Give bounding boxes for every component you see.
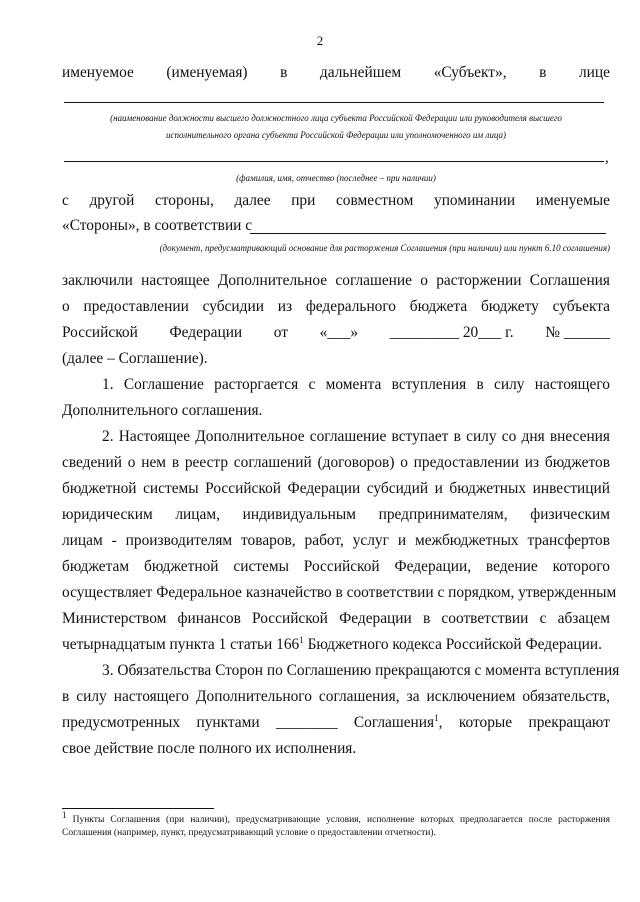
- clause-points-field[interactable]: ________: [275, 714, 338, 731]
- footnote: [62, 809, 611, 840]
- parties-line2-text: «Стороны», в соответствии с: [62, 217, 253, 234]
- clause3-line1: 3. Обязательства Сторон по Соглашению прекращаются с момента вступления: [102, 662, 620, 679]
- page-number: 2: [316, 33, 324, 48]
- parties-word: другой: [89, 192, 135, 209]
- intro-word: именуемое: [62, 64, 134, 81]
- parties-word: именуемые: [535, 192, 610, 209]
- concluded-word: Российской: [62, 324, 138, 341]
- clause1-line1: 1. Соглашение расторгается с момента вступления в силу настоящего: [102, 376, 610, 393]
- clause3-word-text: Соглашения: [353, 714, 435, 731]
- clause3-word: пунктами: [196, 714, 260, 731]
- intro-word: в: [539, 64, 547, 81]
- parties-word: при: [291, 192, 316, 209]
- footnote-mark: 1: [62, 809, 67, 820]
- concluded-line3: [62, 323, 610, 343]
- clause2-line6: бюджетам бюджетной системы Российской Федерации, ведение которого: [62, 558, 610, 575]
- clause3-comma: ,: [438, 714, 443, 731]
- agreement-number-field[interactable]: № ______: [545, 324, 610, 341]
- clause1-line2: Дополнительного соглашения.: [62, 402, 263, 419]
- clause2-line4: юридическим лицам, индивидуальным предпринимателям, физическим: [62, 506, 610, 523]
- clause2-line7: осуществляет Федеральное казначейство в соответствии с порядком, утвержденным: [62, 584, 617, 601]
- official-caption-line2: исполнительного органа субъекта Российской Федерации или уполномоченного им лица): [166, 130, 506, 140]
- concluded-word: от: [273, 324, 289, 341]
- parties-word: далее: [234, 192, 271, 209]
- clause2-line2: сведений о нем в реестр соглашений (договоров) о предоставлении из бюджетов: [62, 454, 610, 471]
- official-position-fill-line[interactable]: [64, 102, 604, 103]
- agreement-day-field[interactable]: «___»: [319, 324, 359, 341]
- basis-document-fill-line[interactable]: [250, 233, 606, 234]
- clause3-line2: в силу настоящего Дополнительного соглашения, за исключением обязательств,: [62, 688, 610, 705]
- clause3-word: которые: [458, 714, 513, 731]
- clause2-line9-text-end: Бюджетного кодекса Российской Федерации.: [303, 636, 602, 653]
- clause2-line5: лицам - производителям товаров, работ, услуг и межбюджетных трансфертов: [62, 532, 610, 549]
- parties-word: совместном: [335, 192, 414, 209]
- parties-word: с: [62, 192, 69, 209]
- clause3-line4: свое действие после полного их исполнения.: [62, 740, 357, 757]
- footnote-rule: [62, 808, 214, 809]
- concluded-word: Федерации: [169, 324, 243, 341]
- agreement-date-field[interactable]: _________ 20___ г.: [389, 324, 514, 341]
- clause2-line1: 2. Настоящее Дополнительное соглашение вступает в силу со дня внесения: [102, 428, 610, 445]
- footnote-ref: 1: [434, 712, 439, 723]
- intro-word: (именуемая): [166, 64, 248, 81]
- intro-word: в: [280, 64, 288, 81]
- clause2-line3: бюджетной системы Российской Федерации субсидий и бюджетных инвестиций: [62, 480, 610, 497]
- intro-word: дальнейшем: [319, 64, 402, 81]
- footnote-ref: 1: [299, 634, 304, 645]
- parties-word: упоминании: [434, 192, 516, 209]
- intro-word: лице: [578, 64, 610, 81]
- clause3-word: предусмотренных: [62, 714, 181, 731]
- intro-line: [62, 63, 610, 83]
- basis-document-caption: (документ, предусматривающий основание для расторжения Соглашения (при наличии) или пункт 6.10 соглашения): [159, 243, 610, 253]
- name-line-comma: ,: [605, 150, 609, 166]
- intro-word: «Субъект»,: [433, 64, 507, 81]
- clause2-line9: [62, 635, 610, 655]
- clause3-word: [354, 713, 443, 733]
- official-name-fill-line[interactable]: [64, 161, 604, 162]
- name-caption: (фамилия, имя, отчество (последнее – при наличии): [236, 173, 436, 183]
- clause2-line9-text: четырнадцатым пункта 1 статьи 166: [62, 636, 300, 653]
- concluded-line1: заключили настоящее Дополнительное соглашение о расторжении Соглашения: [62, 272, 610, 289]
- footnote-text: Пункты Соглашения (при наличии), предусматривающие условия, исполнение которых предполагается после расторжения Соглашения (например, пункт, предусматривающий условие о предоставлении отчетности).: [62, 815, 611, 838]
- parties-word: стороны,: [154, 192, 214, 209]
- concluded-line2: о предоставлении субсидии из федерального бюджета бюджету субъекта: [62, 298, 610, 315]
- concluded-line4: (далее – Соглашение).: [62, 350, 208, 367]
- parties-line1: [62, 191, 610, 211]
- official-caption-line1: (наименование должности высшего должностного лица субъекта Российской Федерации или руководителя высшего: [110, 113, 562, 123]
- clause2-line8: Министерством финансов Российской Федерации в соответствии с абзацем: [62, 610, 610, 627]
- clause3-line3: [62, 713, 610, 733]
- clause3-word: прекращают: [528, 714, 610, 731]
